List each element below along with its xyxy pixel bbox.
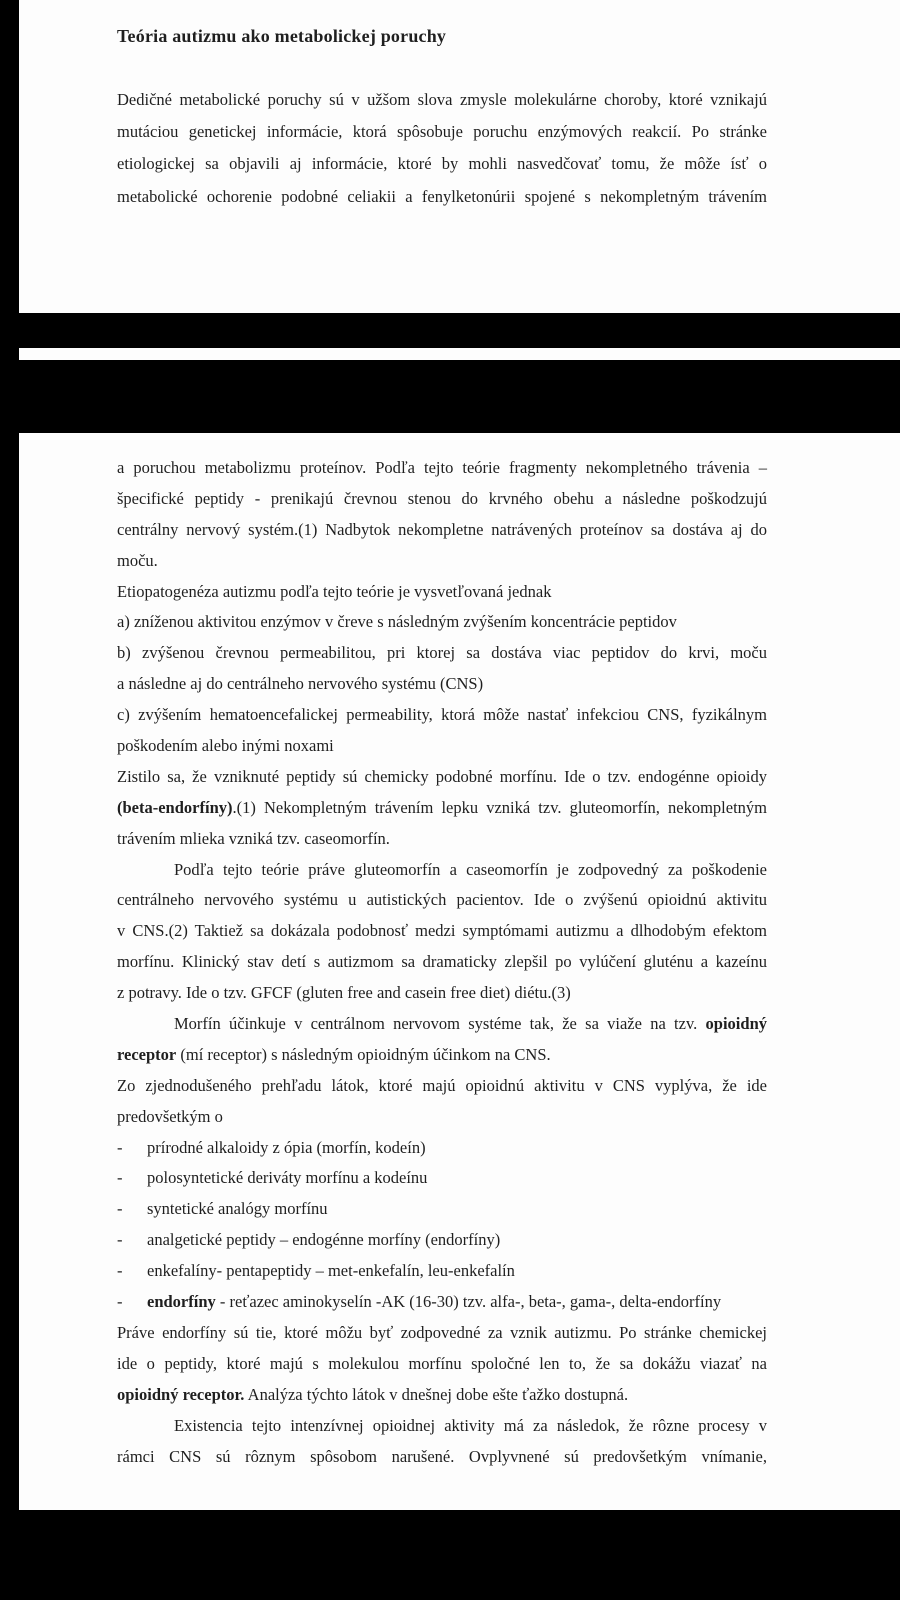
text-line	[117, 885, 767, 916]
text-line	[117, 84, 767, 116]
text-segment: c) zvýšením hematoencefalickej permeability, ktorá môže nastať infekciou CNS, fyzikálnym	[117, 705, 767, 725]
text-segment: polosyntetické deriváty morfínu a kodeínu	[147, 1168, 428, 1188]
text-segment: metabolické ochorenie podobné celiakii a fenylketonúrii spojené s nekompletným trávením	[117, 186, 767, 206]
text-line	[117, 762, 767, 793]
text-segment: mutáciou genetickej informácie, ktorá spôsobuje poruchu enzýmových reakcií. Po stránke	[117, 122, 767, 142]
text-segment: (beta-endorfíny)	[117, 797, 233, 817]
text-segment: endorfíny	[147, 1292, 216, 1312]
text-line	[117, 1287, 767, 1318]
text-line	[117, 148, 767, 180]
text-segment: a následne aj do centrálneho nervového systému (CNS)	[117, 674, 484, 694]
text-line	[117, 669, 767, 700]
text-line	[117, 793, 767, 824]
text-line	[117, 855, 767, 886]
list-dash: -	[117, 1199, 123, 1219]
text-line	[117, 731, 767, 762]
text-line	[117, 1411, 767, 1442]
text-line	[117, 1040, 767, 1071]
text-line	[117, 1256, 767, 1287]
list-dash: -	[117, 1168, 123, 1188]
text-segment: Existencia tejto intenzívnej opioidnej aktivity má za následok, že rôzne procesy v	[174, 1415, 767, 1435]
text-line	[117, 978, 767, 1009]
text-line	[117, 546, 767, 577]
text-segment: Etiopatogenéza autizmu podľa tejto teórie je vysvetľovaná jednak	[117, 581, 552, 601]
text-segment: Zo zjednodušeného prehľadu látok, ktoré majú opioidnú aktivitu v CNS vyplýva, že ide	[117, 1075, 767, 1095]
text-segment: enkefalíny- pentapeptidy – met-enkefalín, leu-enkefalín	[147, 1261, 515, 1281]
text-line	[117, 916, 767, 947]
text-segment: ide o peptidy, ktoré majú s molekulou morfínu spoločné len to, že sa dokážu viazať na	[117, 1353, 767, 1373]
text-segment: Zistilo sa, že vzniknuté peptidy sú chemicky podobné morfínu. Ide o tzv. endogénne opioidy	[117, 766, 767, 786]
text-segment: predovšetkým o	[117, 1106, 223, 1126]
text-segment: Dedičné metabolické poruchy sú v užšom slova zmysle molekulárne choroby, ktoré vznikajú	[117, 90, 767, 109]
text-line	[117, 1442, 767, 1473]
text-segment: poškodením alebo inými noxami	[117, 736, 334, 756]
text-segment: v CNS.(2) Taktiež sa dokázala podobnosť medzi symptómami autizmu a dlhodobým efektom	[117, 921, 767, 941]
text-line	[117, 1133, 767, 1164]
text-line	[117, 577, 767, 608]
page-title: Teória autizmu ako metabolickej poruchy	[117, 26, 447, 46]
text-segment: centrálny nervový systém.(1) Nadbytok nekompletne natrávených proteínov sa dostáva aj do	[117, 519, 767, 539]
page-edge-sliver	[19, 348, 900, 360]
text-line	[117, 1102, 767, 1133]
document-page-1	[19, 0, 900, 313]
text-line	[117, 700, 767, 731]
text-segment: syntetické analógy morfínu	[147, 1199, 328, 1219]
text-segment: - reťazec aminokyselín -AK (16-30) tzv. alfa-, beta-, gama-, delta-endorfíny	[215, 1292, 722, 1312]
text-line	[117, 116, 767, 148]
text-segment: prírodné alkaloidy z ópia (morfín, kodeín)	[147, 1137, 426, 1157]
text-segment: Morfín účinkuje v centrálnom nervovom systéme tak, že sa viaže na tzv.	[174, 1014, 706, 1034]
text-line	[117, 453, 767, 484]
text-segment: receptor	[117, 1044, 177, 1064]
text-segment: morfínu. Klinický stav detí s autizmom sa dramaticky zlepšil po vylúčení gluténu a kazeínu	[117, 952, 767, 972]
text-segment: a poruchou metabolizmu proteínov. Podľa tejto teórie fragmenty nekompletného trávenia –	[117, 458, 767, 477]
text-line	[117, 947, 767, 978]
page1-paragraph	[117, 84, 767, 213]
text-segment: trávením mlieka vzniká tzv. caseomorfín.	[117, 828, 390, 848]
text-segment: špecifické peptidy - prenikajú črevnou stenou do krvného obehu a následne poškodzujú	[117, 488, 767, 508]
list-dash: -	[117, 1230, 123, 1250]
text-segment: analgetické peptidy – endogénne morfíny (endorfíny)	[147, 1230, 501, 1250]
text-line	[117, 1380, 767, 1411]
text-line	[117, 1225, 767, 1256]
text-segment: centrálneho nervového systému u autistických pacientov. Ide o zvýšenú opioidnú aktivitu	[117, 890, 767, 910]
text-line	[117, 1349, 767, 1380]
text-segment: .(1) Nekompletným trávením lepku vzniká tzv. gluteomorfín, nekompletným	[232, 797, 767, 817]
text-segment: moču.	[117, 550, 158, 570]
text-segment: a) zníženou aktivitou enzýmov v čreve s následným zvýšením koncentrácie peptidov	[117, 612, 677, 632]
text-line	[117, 1163, 767, 1194]
text-line	[117, 515, 767, 546]
text-segment: b) zvýšenou črevnou permeabilitou, pri ktorej sa dostáva viac peptidov do krvi, moču	[117, 643, 767, 663]
text-segment: Práve endorfíny sú tie, ktoré môžu byť zodpovedné za vznik autizmu. Po stránke chemickej	[117, 1322, 767, 1342]
text-segment: rámci CNS sú rôznym spôsobom narušené. Ovplyvnené sú predovšetkým vnímanie,	[117, 1446, 767, 1466]
text-line	[117, 1194, 767, 1225]
text-line	[117, 181, 767, 213]
text-line	[117, 607, 767, 638]
text-segment: opioidný	[705, 1014, 767, 1034]
text-line	[117, 1318, 767, 1349]
text-line	[117, 638, 767, 669]
text-line	[117, 484, 767, 515]
page2-text-body	[117, 453, 767, 1472]
text-segment: Podľa tejto teórie práve gluteomorfín a caseomorfín je zodpovedný za poškodenie	[174, 859, 767, 879]
list-dash: -	[117, 1261, 123, 1281]
text-segment: z potravy. Ide o tzv. GFCF (gluten free and casein free diet) diétu.(3)	[117, 983, 571, 1003]
text-line	[117, 1071, 767, 1102]
list-dash: -	[117, 1137, 123, 1157]
text-line	[117, 1009, 767, 1040]
text-segment: etiologickej sa objavili aj informácie, ktoré by mohli nasvedčovať tomu, že môže ísť o	[117, 154, 767, 174]
text-segment: opioidný receptor.	[117, 1384, 245, 1404]
text-segment: Analýza týchto látok v dnešnej dobe ešte ťažko dostupná.	[244, 1384, 629, 1404]
document-page-2	[19, 433, 900, 1510]
text-segment: (mí receptor) s následným opioidným účinkom na CNS.	[176, 1044, 551, 1064]
list-dash: -	[117, 1292, 123, 1312]
text-line	[117, 824, 767, 855]
